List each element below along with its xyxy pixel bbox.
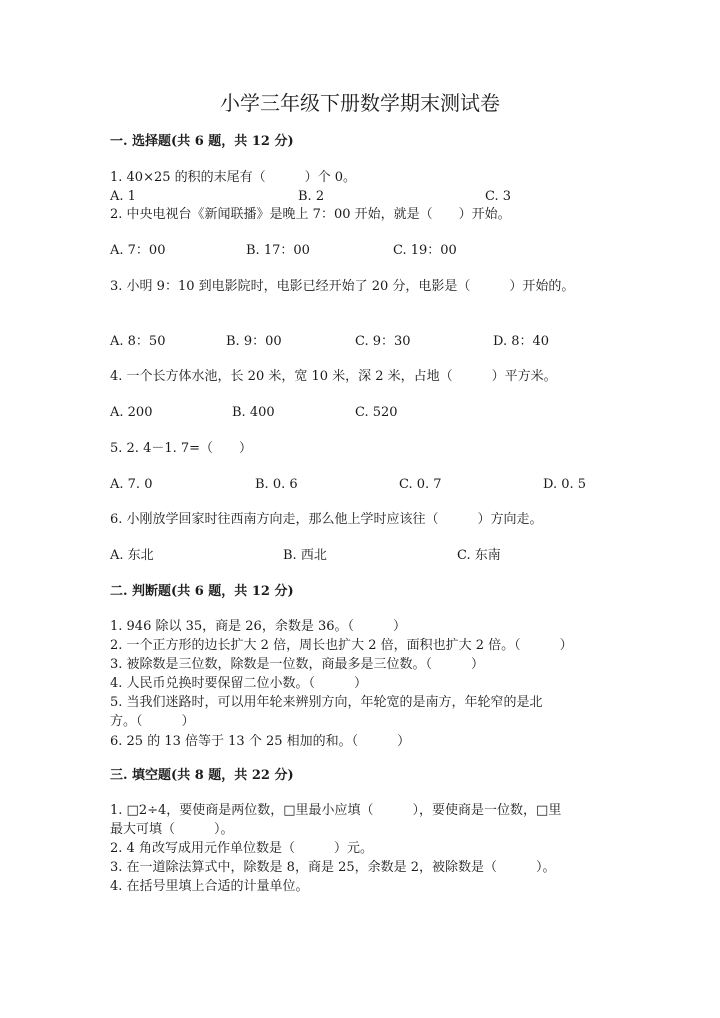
- option: B. 西北: [283, 548, 327, 563]
- section-heading-judgement: 二. 判断题(共 6 题，共 12 分): [110, 584, 294, 599]
- list-item: 6. 25 的 13 倍等于 13 个 25 相加的和。（ ）: [110, 734, 411, 749]
- option: B. 0. 6: [255, 477, 298, 492]
- option: A. 东北: [110, 548, 154, 563]
- question-stem: 5. 2. 4－1. 7=（ ）: [110, 441, 253, 456]
- list-item: 4. 在括号里填上合适的计量单位。: [110, 879, 309, 894]
- option: C. 东南: [457, 548, 501, 563]
- option: A. 7：00: [110, 243, 166, 258]
- question-stem: 6. 小刚放学回家时往西南方向走，那么他上学时应该往（ ）方向走。: [110, 512, 543, 527]
- question-stem: 4. 一个长方体水池，长 20 米，宽 10 米，深 2 米，占地（ ）平方米。: [110, 369, 557, 384]
- question-stem: 2. 中央电视台《新闻联播》是晚上 7：00 开始，就是（ ）开始。: [110, 207, 511, 222]
- option: C. 3: [485, 189, 512, 204]
- list-item: 2. 4 角改写成用元作单位数是（ ）元。: [110, 841, 373, 856]
- option: B. 9：00: [226, 334, 282, 349]
- list-item: 3. 在一道除法算式中，除数是 8，商是 25，余数是 2，被除数是（ ）。: [110, 860, 556, 875]
- section-heading-fill-blank: 三. 填空题(共 8 题，共 22 分): [110, 768, 294, 783]
- option: A. 200: [110, 405, 153, 420]
- option: B. 400: [232, 405, 275, 420]
- option: A. 1: [110, 189, 136, 204]
- list-item: 最大可填（ ）。: [110, 822, 234, 837]
- list-item: 5. 当我们迷路时，可以用年轮来辨别方向，年轮宽的是南方，年轮窄的是北: [110, 695, 543, 710]
- option: A. 8：50: [110, 334, 166, 349]
- option: D. 8：40: [493, 334, 550, 349]
- list-item: 3. 被除数是三位数，除数是一位数，商最多是三位数。（ ）: [110, 657, 485, 672]
- option: C. 9：30: [355, 334, 411, 349]
- option: B. 2: [298, 189, 325, 204]
- option: A. 7. 0: [110, 477, 153, 492]
- option: C. 19：00: [393, 243, 457, 258]
- list-item: 方。（ ）: [110, 714, 195, 729]
- question-stem: 1. 40×25 的积的末尾有（ ）个 0。: [110, 170, 357, 185]
- list-item: 2. 一个正方形的边长扩大 2 倍，周长也扩大 2 倍，面积也扩大 2 倍。（ ）: [110, 638, 573, 653]
- list-item: 4. 人民币兑换时要保留二位小数。（ ）: [110, 676, 368, 691]
- section-heading-choice: 一. 选择题(共 6 题，共 12 分): [110, 134, 294, 149]
- option: B. 17：00: [246, 243, 310, 258]
- question-stem: 3. 小明 9：10 到电影院时，电影已经开始了 20 分，电影是（ ）开始的。: [110, 279, 575, 294]
- page-title: 小学三年级下册数学期末测试卷: [220, 91, 500, 115]
- option: C. 520: [355, 405, 398, 420]
- list-item: 1. 946 除以 35，商是 26，余数是 36。（ ）: [110, 619, 407, 634]
- option: C. 0. 7: [399, 477, 442, 492]
- list-item: 1. □2÷4，要使商是两位数，□里最小应填（ ），要使商是一位数，□里: [110, 803, 562, 818]
- option: D. 0. 5: [543, 477, 587, 492]
